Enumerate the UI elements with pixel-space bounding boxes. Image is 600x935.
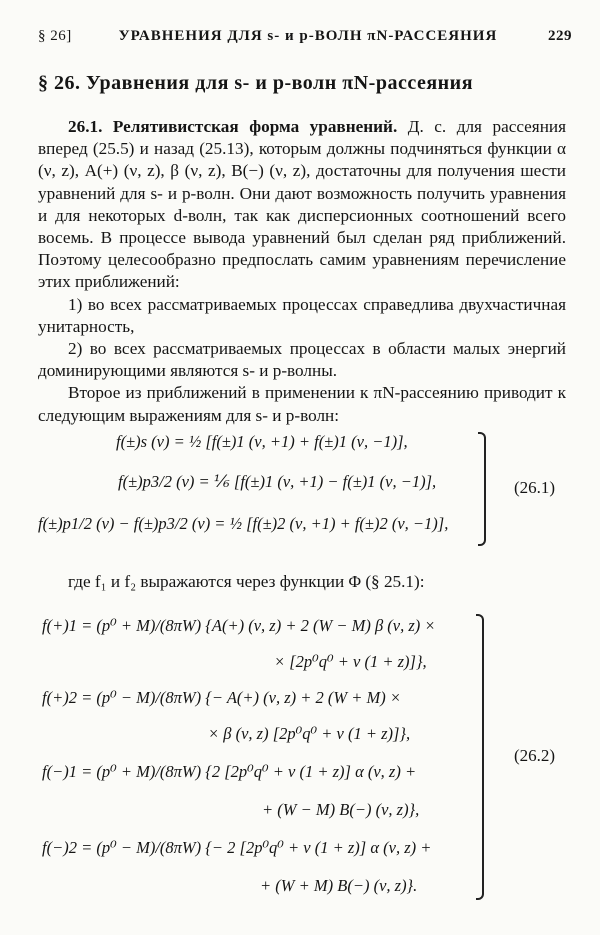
equation-block-26-1: [38, 428, 578, 548]
transition-text: где f₁ и f₂ выражаются через функции Φ (§ 25.1):: [68, 572, 425, 591]
section-title: § 26. Уравнения для s- и p-волн πN-рассеяния: [38, 72, 474, 94]
subsection-heading: 26.1. Релятивистская форма уравнений.: [68, 117, 398, 136]
equation-line: f(+)1 = (p⁰ + M)/(8πW) {A(+) (ν, z) + 2 (W − M) β (ν, z) ×: [42, 616, 436, 635]
equation-line: f(−)2 = (p⁰ − M)/(8πW) {− 2 [2p⁰q⁰ + ν (1 + z)] α (ν, z) +: [42, 838, 432, 857]
paragraph-4: Второе из приближений в применении к πN-рассеянию приводит к следующим выражениям для s- и p-волн:: [38, 383, 566, 425]
equation-line: f(±)s (ν) = ½ [f(±)1 (ν, +1) + f(±)1 (ν, −1)],: [116, 432, 408, 451]
equation-line: f(+)2 = (p⁰ − M)/(8πW) {− A(+) (ν, z) + 2 (W + M) ×: [42, 688, 402, 707]
equation-number: (26.2): [514, 746, 556, 765]
body-text: [38, 116, 566, 427]
right-brace: [478, 432, 486, 546]
page-number: 229: [548, 28, 572, 44]
equation-number: (26.1): [514, 478, 556, 497]
equation-line: + (W − M) B(−) (ν, z)},: [262, 800, 420, 819]
paragraph-3: 2) во всех рассматриваемых процессах в области малых энергий доминирующими являются s- и p-волны.: [38, 339, 566, 381]
equation-line: f(±)p1/2 (ν) − f(±)p3/2 (ν) = ½ [f(±)2 (ν, +1) + f(±)2 (ν, −1)],: [38, 514, 449, 533]
right-brace: [476, 614, 484, 900]
paragraph-1-text: Д. с. для рассеяния вперед (25.5) и назад (25.13), которым должны подчиняться функции α (ν, z), A(+) (ν, z), β (ν, z), B(−) (ν, z), достаточны для получения шести уравнений для s- и p-волн. Они дают возможность получить уравнения и для некоторых d-волн, так как дисперсионных соотношений всего восемь. В процессе вывода уравнений был сделан ряд приближений. Поэтому целесообразно предпослать самим уравнениям перечисление этих приближений:: [38, 117, 567, 292]
paragraph-2: 1) во всех рассматриваемых процессах справедлива двухчастичная унитарность,: [38, 294, 566, 336]
header-section-ref: § 26]: [38, 28, 72, 44]
equation-line: + (W + M) B(−) (ν, z)}.: [260, 876, 418, 895]
equation-line: × [2p⁰q⁰ + ν (1 + z)]},: [274, 652, 427, 671]
equation-line: f(−)1 = (p⁰ + M)/(8πW) {2 [2p⁰q⁰ + ν (1 + z)] α (ν, z) +: [42, 762, 417, 781]
paragraph-1: [38, 116, 566, 294]
equation-line: f(±)p3/2 (ν) = ⅙ [f(±)1 (ν, +1) − f(±)1 (ν, −1)],: [118, 472, 437, 491]
equation-block-26-2: [38, 612, 578, 902]
running-title: УРАВНЕНИЯ ДЛЯ s- и p-ВОЛН πN-РАССЕЯНИЯ: [118, 28, 498, 44]
equation-line: × β (ν, z) [2p⁰q⁰ + ν (1 + z)]},: [208, 724, 411, 743]
